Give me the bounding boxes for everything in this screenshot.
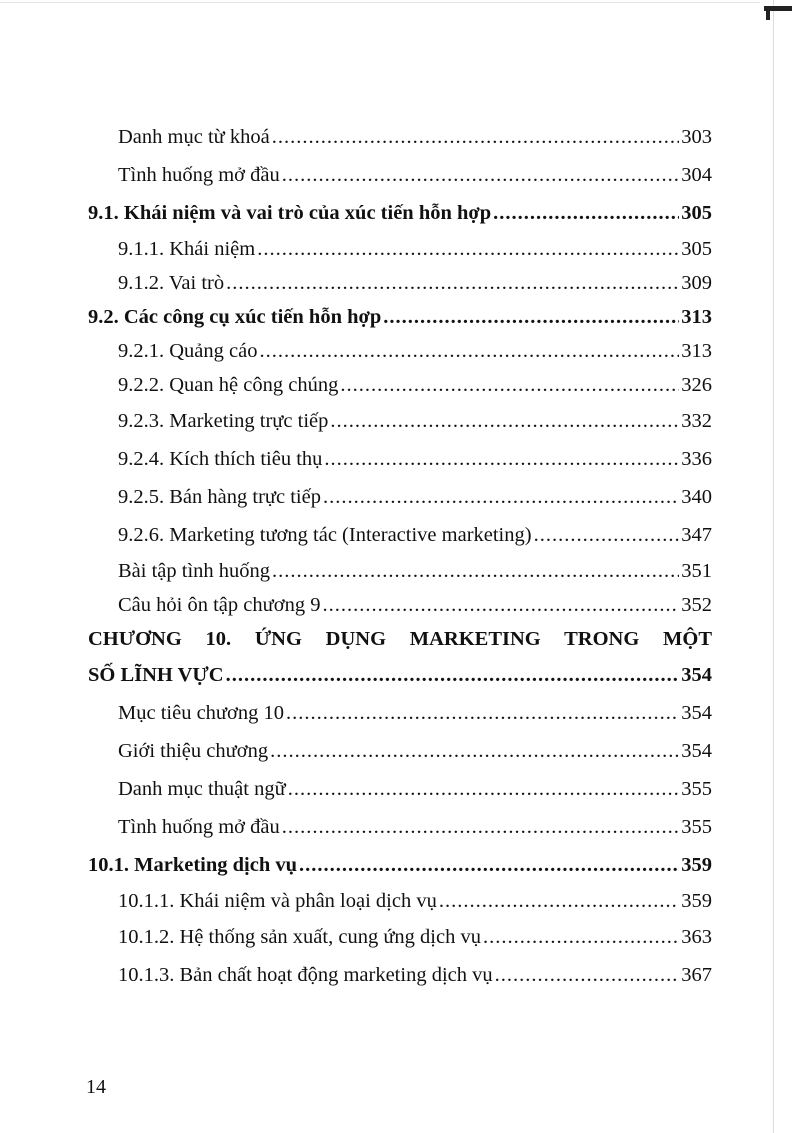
- toc-entry: [88, 478, 712, 516]
- dot-leader: [330, 402, 679, 440]
- toc-entry-page: 351: [681, 560, 712, 582]
- toc-entry-label: Tình huống mở đầu: [118, 164, 280, 186]
- table-of-contents: [88, 118, 712, 994]
- toc-entry-label: 9.2.4. Kích thích tiêu thụ: [118, 448, 323, 470]
- corner-mark-icon: [762, 0, 792, 20]
- toc-entry: [88, 334, 712, 368]
- toc-entry: [88, 516, 712, 554]
- dot-leader: [322, 588, 679, 622]
- toc-entry-label: 10.1.2. Hệ thống sản xuất, cung ứng dịch vụ: [118, 926, 481, 948]
- toc-entry-label: 10.1. Marketing dịch vụ: [88, 854, 297, 876]
- toc-entry-page: 363: [681, 926, 712, 948]
- toc-entry: [88, 770, 712, 808]
- dot-leader: [534, 516, 680, 554]
- toc-entry-page: 354: [681, 702, 712, 724]
- dot-leader: [495, 956, 680, 994]
- toc-entry: [88, 194, 712, 232]
- dot-leader: [272, 118, 680, 156]
- chapter-heading-line-2: [88, 656, 712, 694]
- dot-leader: [323, 478, 679, 516]
- dot-leader: [259, 334, 679, 368]
- toc-entry-label: 9.2. Các công cụ xúc tiến hỗn hợp: [88, 306, 382, 328]
- dot-leader: [439, 884, 679, 918]
- dot-leader: [483, 918, 679, 956]
- dot-leader: [270, 732, 679, 770]
- toc-entry: [88, 300, 712, 334]
- toc-entry: [88, 118, 712, 156]
- chapter-heading-line-1: CHƯƠNG 10. ỨNG DỤNG MARKETING TRONG MỘT: [88, 628, 712, 650]
- toc-entry-page: 332: [681, 410, 712, 432]
- toc-entry: [88, 918, 712, 956]
- toc-entry-label: Câu hỏi ôn tập chương 9: [118, 594, 321, 616]
- toc-entry-page: 305: [681, 238, 712, 260]
- toc-entry-page: 354: [681, 664, 712, 686]
- toc-entry-label: 9.2.2. Quan hệ công chúng: [118, 374, 339, 396]
- toc-entry: [88, 588, 712, 622]
- toc-entry: [88, 554, 712, 588]
- toc-entry-label: 9.1.1. Khái niệm: [118, 238, 256, 260]
- dot-leader: [282, 808, 680, 846]
- toc-entry-page: 352: [681, 594, 712, 616]
- toc-section-chapter-10: [88, 694, 712, 994]
- toc-entry-page: 326: [681, 374, 712, 396]
- toc-entry: [88, 156, 712, 194]
- toc-entry: [88, 368, 712, 402]
- toc-entry: [88, 808, 712, 846]
- toc-entry: [88, 732, 712, 770]
- dot-leader: [288, 770, 680, 808]
- toc-entry-label: Danh mục thuật ngữ: [118, 778, 286, 800]
- toc-entry-page: 313: [681, 306, 712, 328]
- dot-leader: [299, 846, 679, 884]
- scan-top-edge: [0, 2, 760, 3]
- toc-entry-page: 367: [681, 964, 712, 986]
- toc-entry-label: 9.1. Khái niệm và vai trò của xúc tiến hỗn hợp: [88, 202, 492, 224]
- dot-leader: [257, 232, 679, 266]
- toc-entry-page: 313: [681, 340, 712, 362]
- page-number: 14: [86, 1076, 106, 1098]
- toc-entry-label: Bài tập tình huống: [118, 560, 271, 582]
- dot-leader: [383, 300, 679, 334]
- toc-entry-page: 354: [681, 740, 712, 762]
- toc-entry: [88, 884, 712, 918]
- scan-right-edge: [773, 0, 774, 1133]
- toc-entry-page: 355: [681, 816, 712, 838]
- toc-entry: [88, 402, 712, 440]
- toc-entry-label: 9.2.3. Marketing trực tiếp: [118, 410, 329, 432]
- toc-entry-label: 9.2.5. Bán hàng trực tiếp: [118, 486, 321, 508]
- toc-entry-label: Mục tiêu chương 10: [118, 702, 284, 724]
- toc-entry-page: 347: [681, 524, 712, 546]
- dot-leader: [226, 266, 679, 300]
- toc-entry-label: SỐ LĨNH VỰC: [88, 664, 224, 686]
- toc-entry-page: 359: [681, 854, 712, 876]
- toc-entry-page: 305: [681, 202, 712, 224]
- dot-leader: [493, 194, 679, 232]
- toc-entry-label: Danh mục từ khoá: [118, 126, 270, 148]
- dot-leader: [340, 368, 679, 402]
- toc-entry: [88, 956, 712, 994]
- toc-entry-label: 10.1.3. Bản chất hoạt động marketing dịch vụ: [118, 964, 493, 986]
- toc-entry-label: 10.1.1. Khái niệm và phân loại dịch vụ: [118, 890, 437, 912]
- dot-leader: [324, 440, 679, 478]
- toc-entry-page: 304: [681, 164, 712, 186]
- toc-entry-label: Tình huống mở đầu: [118, 816, 280, 838]
- toc-entry-label: 9.2.1. Quảng cáo: [118, 340, 258, 362]
- toc-entry: [88, 846, 712, 884]
- toc-entry-page: 359: [681, 890, 712, 912]
- toc-entry-page: 303: [681, 126, 712, 148]
- toc-entry: [88, 232, 712, 266]
- toc-entry-label: Giới thiệu chương: [118, 740, 269, 762]
- toc-entry: [88, 266, 712, 300]
- dot-leader: [226, 656, 680, 694]
- toc-entry-page: 340: [681, 486, 712, 508]
- toc-entry-page: 309: [681, 272, 712, 294]
- toc-entry-label: 9.1.2. Vai trò: [118, 272, 225, 294]
- dot-leader: [282, 156, 680, 194]
- dot-leader: [272, 554, 679, 588]
- toc-entry: [88, 694, 712, 732]
- toc-entry-page: 355: [681, 778, 712, 800]
- toc-section-chapter-9: [88, 118, 712, 622]
- toc-entry: [88, 440, 712, 478]
- toc-entry-label: 9.2.6. Marketing tương tác (Interactive marketing): [118, 524, 532, 546]
- toc-entry-page: 336: [681, 448, 712, 470]
- dot-leader: [286, 694, 679, 732]
